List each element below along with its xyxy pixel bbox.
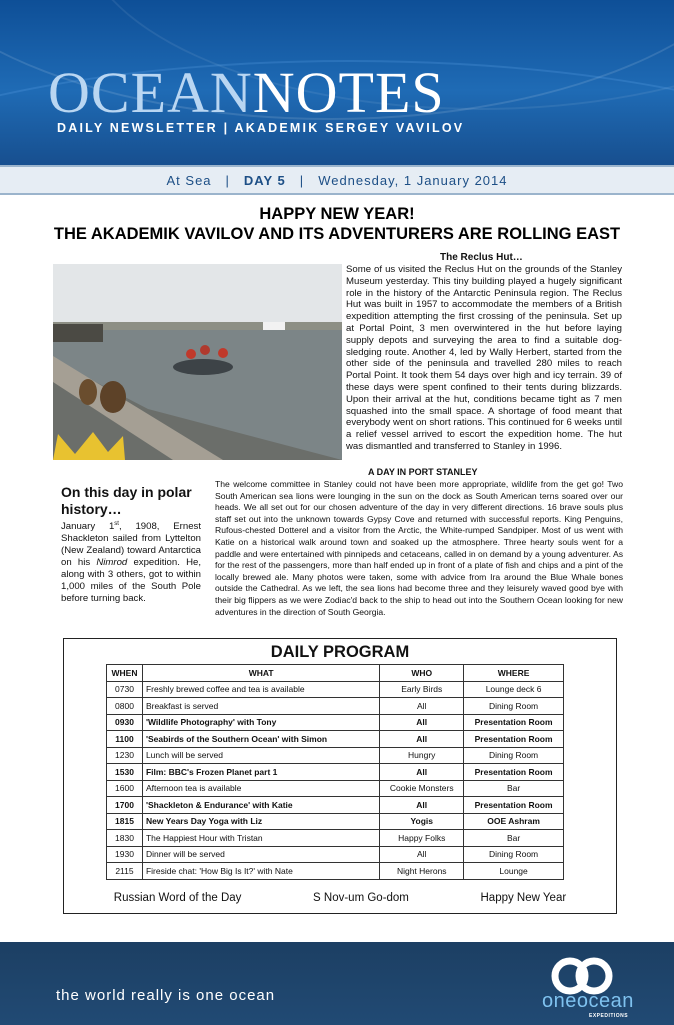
program-cell-who: Early Birds	[380, 681, 464, 698]
otd-ship: Nimrod	[96, 556, 128, 568]
otd-sup: st	[114, 521, 119, 527]
day-label: DAY 5	[243, 172, 286, 188]
otd-text-1: January 1	[61, 521, 115, 533]
program-cell-who: All	[380, 797, 464, 814]
program-cell-what: The Happiest Hour with Tristan	[142, 830, 379, 847]
program-row	[107, 813, 564, 830]
program-row	[107, 681, 564, 698]
program-cell-when: 1600	[107, 780, 143, 797]
on-this-day-text	[61, 519, 201, 605]
program-cell-when: 1100	[107, 731, 143, 748]
program-cell-when: 0930	[107, 714, 143, 731]
col-when: WHEN	[107, 665, 143, 682]
program-cell-when: 1830	[107, 830, 143, 847]
col-what: WHAT	[142, 665, 379, 682]
program-cell-when: 1230	[107, 747, 143, 764]
reclus-article: Some of us visited the Reclus Hut on the grounds of the Stanley Museum yesterday. This tiny building played a hugely significant role in the history of the Antarctic Peninsula region. The Reclus Hut was built in 1957 to accommodate the members of a British expedition attempting the first crossing of the peninsula. Set up at Portal Point, 3 men overwintered in the hut before laying supply depots and surveying the area to find a suitable dog-sledging route. Another 4, led by Wally Herbert, started from the other side of the peninsula and travelled 280 miles to reach Portal Point. It took them 54 days over high and icy terrain. 39 of these days were spent confined to their tents during blizzards. Upon their arrival at the hut, conditions became tight as 7 men squashed into the small space. A shortage of food meant that everybody went on short rations. This continued for 6 weeks until a relief vessel arrived to escort the expedition home. The hut was dismantled and transferred to Stanley in 1996.	[346, 264, 622, 452]
program-row	[107, 714, 564, 731]
program-cell-who: Hungry	[380, 747, 464, 764]
header-banner	[0, 0, 674, 165]
masthead-title	[48, 60, 445, 125]
footer-banner	[0, 942, 674, 1025]
russian-word: S Nov-um Go-dom	[313, 892, 409, 904]
program-cell-who: Yogis	[380, 813, 464, 830]
program-cell-where: Bar	[464, 830, 564, 847]
otd-text-3: expedition. He, along with 3 others, got to within 1,000 miles of the South Pole before turning back.	[61, 556, 201, 604]
program-cell-where: Lounge	[464, 863, 564, 880]
program-header-row	[107, 665, 564, 682]
program-cell-where: Bar	[464, 780, 564, 797]
program-cell-where: Presentation Room	[464, 764, 564, 781]
program-cell-where: Dining Room	[464, 846, 564, 863]
program-row	[107, 764, 564, 781]
russian-word-row	[64, 892, 616, 904]
program-cell-who: All	[380, 731, 464, 748]
headline-line-2: THE AKADEMIK VAVILOV AND ITS ADVENTURERS ARE ROLLING EAST	[53, 225, 621, 243]
logo-subtitle: EXPEDITIONS	[589, 1013, 629, 1019]
program-cell-who: All	[380, 714, 464, 731]
program-row	[107, 830, 564, 847]
program-cell-where: Dining Room	[464, 747, 564, 764]
program-cell-where: Presentation Room	[464, 714, 564, 731]
program-cell-where: Presentation Room	[464, 731, 564, 748]
program-cell-what: 'Seabirds of the Southern Ocean' with Simon	[142, 731, 379, 748]
headline-line-1: HAPPY NEW YEAR!	[259, 205, 415, 223]
program-row	[107, 698, 564, 715]
program-cell-what: Breakfast is served	[142, 698, 379, 715]
program-row	[107, 863, 564, 880]
reclus-title: The Reclus Hut…	[440, 252, 523, 263]
program-row	[107, 797, 564, 814]
program-cell-when: 2115	[107, 863, 143, 880]
program-cell-who: All	[380, 698, 464, 715]
col-where: WHERE	[464, 665, 564, 682]
separator: |	[299, 172, 305, 188]
port-stanley-article: The welcome committee in Stanley could not have been more appropriate, wildlife from the get go! Two South American sea lions were lounging in the sun on the dock as South American terns soared over our heads. We all set out for our chosen adventure of the day in very different directions. 16 brave souls plus staff set out into the unknown towards Gypsy Cove and returned with successful reports. King Penguins, Rufous-chested Dotterel and a visitor from the Arctic, the White-rumped Sandpiper. Most of us went with Katie on a historical walk around town and soaked up the atmosphere. Three hearty souls went for a paddle and were entertained with pinnipeds and cetaceans, called in on demand by a young adventurer. As for the rest of the passengers, more than half ended up in front of a plate of fish and chips and a pint of the locally brewed ale. Many photos were taken, some with advice from Ira around the Blue Whale bones outside the Cathedral. As we left, the sea lions had become three and they leisurely waved good bye with their big flippers as we were Zodiac'd back to the ship to head out into the Southern Ocean looking for new adventures in the direction of South Georgia.	[215, 479, 623, 617]
program-cell-who: Night Herons	[380, 863, 464, 880]
date-bar	[0, 165, 674, 195]
program-cell-what: Dinner will be served	[142, 846, 379, 863]
program-cell-what: Afternoon tea is available	[142, 780, 379, 797]
daily-program-box	[63, 638, 617, 914]
program-cell-what: Fireside chat: 'How Big Is It?' with Nate	[142, 863, 379, 880]
logo-wordmark: oneocean	[542, 990, 634, 1012]
program-cell-where: OOE Ashram	[464, 813, 564, 830]
footer-tagline: the world really is one ocean	[56, 987, 276, 1004]
program-cell-where: Lounge deck 6	[464, 681, 564, 698]
masthead-word-notes: NOTES	[252, 60, 445, 125]
masthead-word-ocean: OCEAN	[48, 60, 253, 125]
program-table	[106, 664, 564, 880]
program-cell-who: Cookie Monsters	[380, 780, 464, 797]
program-cell-when: 1930	[107, 846, 143, 863]
program-cell-who: Happy Folks	[380, 830, 464, 847]
location-label: At Sea	[166, 172, 212, 188]
program-cell-what: Freshly brewed coffee and tea is available	[142, 681, 379, 698]
russian-meaning: Happy New Year	[480, 892, 567, 904]
russian-label: Russian Word of the Day	[113, 892, 242, 904]
program-cell-who: All	[380, 764, 464, 781]
program-cell-who: All	[380, 846, 464, 863]
program-cell-what: Lunch will be served	[142, 747, 379, 764]
col-who: WHO	[380, 665, 464, 682]
program-rows	[107, 681, 564, 879]
program-cell-when: 1700	[107, 797, 143, 814]
program-cell-when: 1815	[107, 813, 143, 830]
program-cell-what: Film: BBC's Frozen Planet part 1	[142, 764, 379, 781]
program-row	[107, 731, 564, 748]
port-stanley-title: A DAY IN PORT STANLEY	[368, 467, 478, 477]
program-cell-what: 'Shackleton & Endurance' with Katie	[142, 797, 379, 814]
program-cell-when: 0800	[107, 698, 143, 715]
program-row	[107, 846, 564, 863]
program-title: DAILY PROGRAM	[270, 643, 410, 661]
program-cell-when: 1530	[107, 764, 143, 781]
otd-text-2: , 1908, Ernest Shackleton sailed from Lyttelton (New Zealand) toward Antarctica on his	[61, 521, 202, 568]
separator: |	[225, 172, 230, 188]
program-cell-where: Dining Room	[464, 698, 564, 715]
photo-illustration	[53, 264, 342, 460]
program-cell-what: New Years Day Yoga with Liz	[142, 813, 379, 830]
date-label: Wednesday, 1 January 2014	[318, 172, 508, 188]
program-cell-when: 0730	[107, 681, 143, 698]
on-this-day-title: On this day in polar history…	[61, 484, 192, 517]
program-row	[107, 780, 564, 797]
program-cell-where: Presentation Room	[464, 797, 564, 814]
program-cell-what: 'Wildlife Photography' with Tony	[142, 714, 379, 731]
masthead-subtitle: DAILY NEWSLETTER | AKADEMIK SERGEY VAVILOV	[57, 121, 465, 135]
port-stanley-photo	[53, 264, 342, 460]
program-row	[107, 747, 564, 764]
